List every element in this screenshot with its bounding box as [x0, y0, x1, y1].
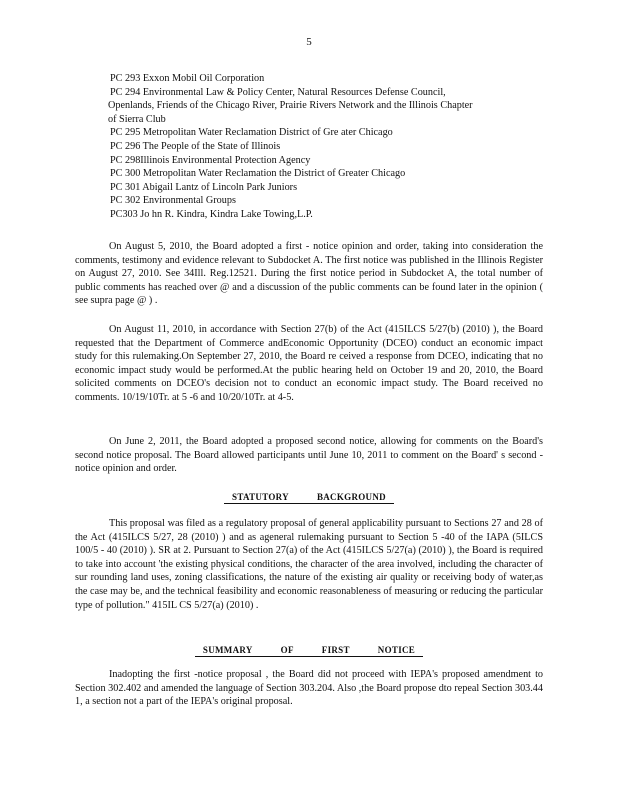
paragraph-text: On June 2, 2011, the Board adopted a proposed second notice, allowing for comments on the Board's second notice proposal. The Board allowed participants until June 10, 2011 to comment on the Board' s second -notice opinion and order. — [75, 436, 543, 475]
paragraph-first-notice — [75, 240, 543, 308]
paragraph-economic-impact — [75, 323, 543, 405]
heading-word: FIRST — [321, 645, 350, 655]
list-item: PC 294 Environmental Law & Policy Center, Natural Resources Defense Council, — [110, 86, 446, 98]
heading-word: NOTICE — [377, 645, 416, 655]
page-number: 5 — [306, 36, 312, 48]
paragraph-second-notice — [75, 435, 543, 476]
list-item: PC 298Illinois Environmental Protection Agency — [110, 154, 311, 166]
heading-summary-first-notice — [0, 645, 618, 657]
list-item: PC 296 The People of the State of Illinois — [110, 140, 281, 152]
paragraph-text: This proposal was filed as a regulatory proposal of general applicability pursuant to Sections 27 and 28 of the Act (415ILCS 5/27, 28 (2010) ) and as ageneral rulemaking pursuant to Section 5 -40 of the IAPA (5ILCS 100/5 - 40 (2010) ). SR at 2. Pursuant to Section 27(a) of the Act (415ILCS 5/27(a) (2010) ), the Board is required to take into account 'the existing physical conditions, the character of the area involved, including the character of sur rounding land uses, zoning classifications, the nature of the existing air quality or receiving body of water,as the case may be, and the technical feasibility and economic reasonableness of measuring or reducing the particular type of pollution." 415IL CS 5/27(a) (2010) . — [75, 518, 543, 611]
list-item: PC303 Jo hn R. Kindra, Kindra Lake Towing,L.P. — [110, 208, 313, 220]
list-item: of Sierra Club — [108, 113, 166, 125]
heading-underline — [224, 492, 394, 504]
heading-statutory-background — [0, 492, 618, 504]
list-item: Openlands, Friends of the Chicago River, Prairie Rivers Network and the Illinois Chapter — [108, 100, 473, 112]
list-item: PC 295 Metropolitan Water Reclamation District of Gre ater Chicago — [110, 127, 393, 139]
heading-word: SUMMARY — [202, 645, 253, 655]
heading-word: OF — [280, 645, 294, 655]
heading-word: STATUTORY — [232, 492, 289, 502]
list-item: PC 300 Metropolitan Water Reclamation the District of Greater Chicago — [110, 168, 406, 180]
list-item: PC 301 Abigail Lantz of Lincoln Park Juniors — [110, 181, 298, 193]
paragraph-statutory — [75, 517, 543, 612]
paragraph-text: Inadopting the first -notice proposal , the Board did not proceed with IEPA's proposed amendment to Section 302.402 and amended the language of Section 303.204. Also ,the Board propose dto repeal Section 303.44 1, a section not a part of the IEPA's original proposal. — [75, 669, 543, 708]
paragraph-text: On August 5, 2010, the Board adopted a first - notice opinion and order, taking into consideration the comments, testimony and evidence relevant to Subdocket A. The first notice was published in the Illinois Register on August 27, 2010. See 34Ill. Reg.12521. During the first notice period in Subdocket A, the total number of public comments has reached over @ and a discussion of the public comments can be found later in the opinion ( see supra page @ ) . — [75, 241, 543, 307]
heading-word: BACKGROUND — [316, 492, 386, 502]
heading-underline — [195, 645, 423, 657]
list-item: PC 293 Exxon Mobil Oil Corporation — [110, 73, 265, 84]
list-item: PC 302 Environmental Groups — [110, 195, 236, 207]
public-comment-list — [110, 72, 550, 222]
paragraph-text: On August 11, 2010, in accordance with Section 27(b) of the Act (415ILCS 5/27(b) (2010) ), the Board requested that the Department of Commerce andEconomic Opportunity (DCEO) conduct an economic impact study for this rulemaking.On September 27, 2010, the Board re ceived a response from DCEO, indicating that no economic impact study would be performed.At the public hearing held on October 19 and 20, 2010, the Board solicited comments on DCEO's decision not to conduct an economic impact study. The Board received no comments. 10/19/10Tr. at 5 -6 and 10/20/10Tr. at 4-5. — [75, 324, 543, 403]
paragraph-summary — [75, 668, 543, 709]
